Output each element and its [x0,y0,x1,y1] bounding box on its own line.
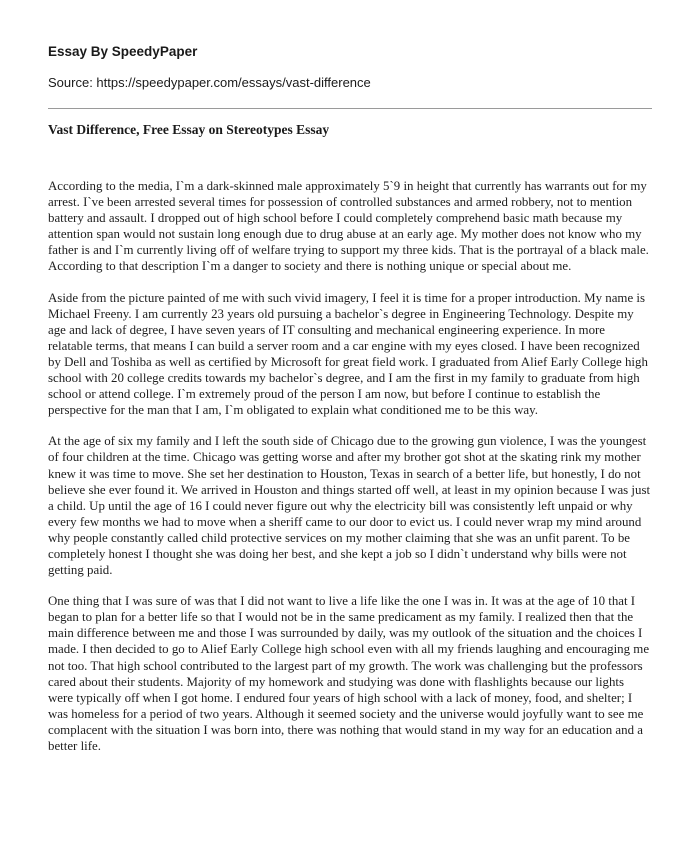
essay-paragraph-4: One thing that I was sure of was that I did not want to live a life like the one I was in. It was at the age of 10 that I began to plan for a better life so that I would not be in the same predicament as my family. I realized then that the main difference between me and those I was surrounded by daily, was my outlook of the situation and the choices I made. I then decided to go to Alief Early College high school even with all my friends laughing and encouraging me not too. That high school contributed to the largest part of my growth. The work was challenging but the professors cared about their students. Majority of my homework and studying was done with flashlights because our lights were typically off when I got home. I endured four years of high school with a lack of money, food, and shelter; I was homeless for a period of two years. Although it seemed society and the universe would joyfully want to see me complacent with the situation I was born into, there was nothing that would stand in my way for an education and a better life. [48,594,650,753]
essay-paragraph-3: At the age of six my family and I left the south side of Chicago due to the growing gun violence, I was the youngest of four children at the time. Chicago was getting worse and after my brother got shot at the skating rink my mother knew it was time to move. She set her destination to Houston, Texas in search of a better life, but honestly, I do not believe she ever found it. We arrived in Houston and things started off well, at least in my opinion because I was just a child. Up until the age of 16 I could never figure out why the electricity bill was consistently left unpaid or why every few months we had to move when a sheriff came to our door to evict us. I could never wrap my mind around why people constantly called child protective services on my mother claiming that she was an unfit parent. To be completely honest I thought she was doing her best, and she kept a job so I didn`t understand why bills were not getting paid. [48,434,651,578]
essay-paragraph-1: According to the media, I`m a dark-skinned male approximately 5`9 in height that currently has warrants out for my arrest. I`ve been arrested several times for possession of controlled substances and armed robbery, not to mention battery and assault. I dropped out of high school before I could completely comprehend basic math because my attention span would not sustain long enough due to drug abuse at an early age. My mother does not know who my father is and I`m currently living off of welfare trying to support my three kids. That is the portrayal of a black male. According to that description I`m a danger to society and there is nothing unique or special about me. [48,179,649,274]
source-line: Source: https://speedypaper.com/essays/vast-difference [48,75,371,90]
header-divider [48,108,652,109]
site-header-title: Essay By SpeedyPaper [48,44,198,59]
essay-paragraph-2: Aside from the picture painted of me with such vivid imagery, I feel it is time for a proper introduction. My name is Michael Freeny. I am currently 23 years old pursuing a bachelor`s degree in Engineering Technology. Despite my age and lack of degree, I have seven years of IT consulting and mechanical engineering experience. In more relatable terms, that means I can build a server room and a car engine with my eyes closed. I have been recognized by Dell and Toshiba as well as certified by Microsoft for great field work. I graduated from Alief Early College high school with 20 college credits towards my bachelor`s degree, and I am the first in my family to graduate from high school or attend college. I`m extremely proud of the person I am now, but before I continue to establish the perspective for the man that I am, I`m obligated to explain what conditioned me to be this way. [48,290,648,418]
essay-title: Vast Difference, Free Essay on Stereotypes Essay [48,122,330,137]
